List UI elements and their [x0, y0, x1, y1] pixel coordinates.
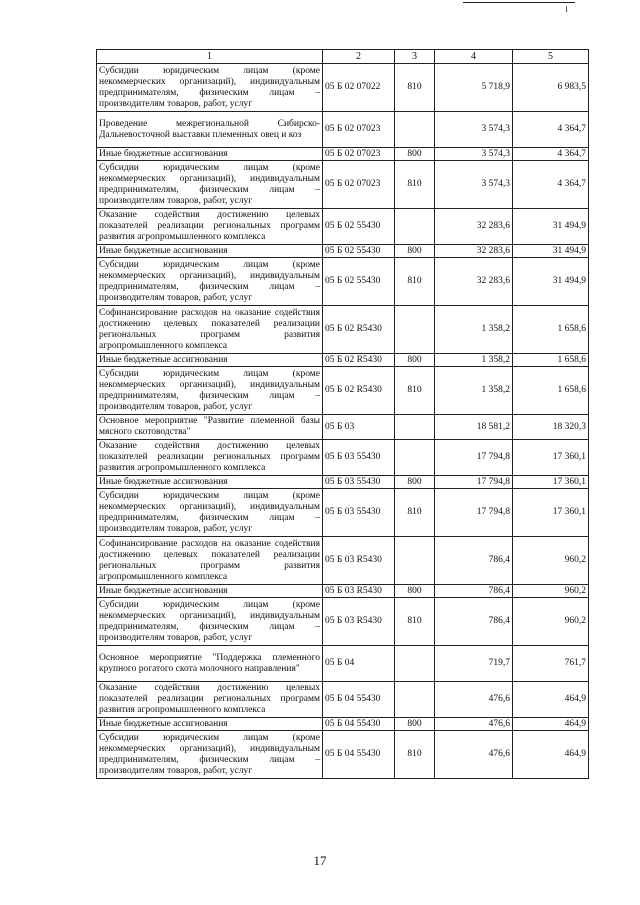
table-row	[97, 489, 589, 537]
cell-name: Иные бюджетные ассигнования	[97, 718, 323, 731]
cell-value-5: 4 364,7	[513, 112, 589, 148]
cell-value-4: 786,4	[435, 598, 513, 646]
cell-type: 800	[395, 148, 435, 161]
cell-value-4: 476,6	[435, 718, 513, 731]
cell-code: 05 Б 03 55430	[323, 476, 395, 489]
cell-value-4: 1 358,2	[435, 367, 513, 415]
table-header-row	[97, 50, 589, 64]
cell-code: 05 Б 02 55430	[323, 258, 395, 306]
top-tick-mark	[566, 6, 567, 12]
cell-name: Проведение межрегиональной Сибирско-Дальневосточной выставки племенных овец и коз	[97, 112, 323, 148]
cell-code: 05 Б 03 R5430	[323, 537, 395, 585]
cell-value-5: 31 494,9	[513, 245, 589, 258]
cell-code: 05 Б 04	[323, 646, 395, 682]
table-row	[97, 682, 589, 718]
cell-code: 05 Б 02 07023	[323, 148, 395, 161]
cell-value-4: 32 283,6	[435, 209, 513, 245]
cell-name: Основное мероприятие "Поддержка племенного крупного рогатого скота молочного направления"	[97, 646, 323, 682]
cell-type: 800	[395, 718, 435, 731]
table-row	[97, 598, 589, 646]
table-body	[97, 50, 589, 779]
cell-value-5: 17 360,1	[513, 440, 589, 476]
cell-value-5: 31 494,9	[513, 258, 589, 306]
cell-value-5: 17 360,1	[513, 489, 589, 537]
cell-value-5: 464,9	[513, 718, 589, 731]
cell-type	[395, 537, 435, 585]
cell-value-4: 17 794,8	[435, 476, 513, 489]
cell-value-5: 960,2	[513, 598, 589, 646]
cell-type: 810	[395, 489, 435, 537]
cell-type	[395, 682, 435, 718]
cell-type: 810	[395, 258, 435, 306]
header-col-1: 1	[97, 50, 323, 64]
cell-value-5: 17 360,1	[513, 476, 589, 489]
page-number: 17	[313, 853, 327, 868]
cell-value-5: 31 494,9	[513, 209, 589, 245]
cell-type: 810	[395, 367, 435, 415]
cell-name: Софинансирование расходов на оказание содействия достижению целевых показателей реализации региональных программ развития агропромышленного комплекса	[97, 306, 323, 354]
budget-table	[96, 49, 589, 779]
header-col-5: 5	[513, 50, 589, 64]
cell-value-4: 786,4	[435, 585, 513, 598]
table-row	[97, 112, 589, 148]
header-col-2: 2	[323, 50, 395, 64]
cell-code: 05 Б 02 R5430	[323, 367, 395, 415]
cell-value-4: 786,4	[435, 537, 513, 585]
cell-value-5: 761,7	[513, 646, 589, 682]
cell-value-4: 1 358,2	[435, 354, 513, 367]
cell-name: Субсидии юридическим лицам (кроме некоммерческих организаций), индивидуальным предпринимателям, физическим лицам – производителям товаров, работ, услуг	[97, 258, 323, 306]
table-row	[97, 245, 589, 258]
cell-name: Иные бюджетные ассигнования	[97, 585, 323, 598]
cell-type: 800	[395, 354, 435, 367]
cell-code: 05 Б 03 55430	[323, 489, 395, 537]
cell-code: 05 Б 03 R5430	[323, 585, 395, 598]
cell-name: Субсидии юридическим лицам (кроме некоммерческих организаций), индивидуальным предпринимателям, физическим лицам – производителям товаров, работ, услуг	[97, 598, 323, 646]
cell-value-5: 960,2	[513, 537, 589, 585]
table-row	[97, 306, 589, 354]
cell-value-4: 18 581,2	[435, 415, 513, 440]
cell-value-5: 4 364,7	[513, 148, 589, 161]
cell-value-5: 6 983,5	[513, 64, 589, 112]
cell-name: Оказание содействия достижению целевых показателей реализации региональных программ развития агропромышленного комплекса	[97, 440, 323, 476]
cell-code: 05 Б 03	[323, 415, 395, 440]
cell-type: 800	[395, 585, 435, 598]
table-row	[97, 148, 589, 161]
table-row	[97, 161, 589, 209]
table-row	[97, 258, 589, 306]
header-col-4: 4	[435, 50, 513, 64]
cell-name: Субсидии юридическим лицам (кроме некоммерческих организаций), индивидуальным предпринимателям, физическим лицам – производителям товаров, работ, услуг	[97, 161, 323, 209]
cell-value-4: 32 283,6	[435, 258, 513, 306]
table-row	[97, 209, 589, 245]
table-row	[97, 64, 589, 112]
cell-name: Субсидии юридическим лицам (кроме некоммерческих организаций), индивидуальным предпринимателям, физическим лицам – производителям товаров, работ, услуг	[97, 489, 323, 537]
cell-value-5: 464,9	[513, 682, 589, 718]
cell-value-4: 5 718,9	[435, 64, 513, 112]
table-row	[97, 585, 589, 598]
table-row	[97, 476, 589, 489]
cell-code: 05 Б 02 07023	[323, 112, 395, 148]
cell-name: Иные бюджетные ассигнования	[97, 148, 323, 161]
cell-code: 05 Б 04 55430	[323, 682, 395, 718]
cell-type: 810	[395, 731, 435, 779]
cell-value-5: 464,9	[513, 731, 589, 779]
cell-name: Субсидии юридическим лицам (кроме некоммерческих организаций), индивидуальным предпринимателям, физическим лицам – производителям товаров, работ, услуг	[97, 64, 323, 112]
cell-code: 05 Б 02 55430	[323, 245, 395, 258]
cell-value-4: 17 794,8	[435, 440, 513, 476]
cell-code: 05 Б 02 07022	[323, 64, 395, 112]
cell-name: Иные бюджетные ассигнования	[97, 476, 323, 489]
cell-code: 05 Б 03 R5430	[323, 598, 395, 646]
cell-name: Оказание содействия достижению целевых показателей реализации региональных программ развития агропромышленного комплекса	[97, 682, 323, 718]
cell-type	[395, 112, 435, 148]
table-row	[97, 731, 589, 779]
cell-code: 05 Б 02 07023	[323, 161, 395, 209]
cell-type: 810	[395, 598, 435, 646]
cell-name: Субсидии юридическим лицам (кроме некоммерческих организаций), индивидуальным предпринимателям, физическим лицам – производителям товаров, работ, услуг	[97, 731, 323, 779]
cell-code: 05 Б 02 R5430	[323, 354, 395, 367]
cell-value-4: 1 358,2	[435, 306, 513, 354]
cell-value-5: 1 658,6	[513, 354, 589, 367]
cell-type	[395, 306, 435, 354]
table-row	[97, 354, 589, 367]
cell-type	[395, 415, 435, 440]
cell-code: 05 Б 04 55430	[323, 731, 395, 779]
cell-name: Оказание содействия достижению целевых показателей реализации региональных программ развития агропромышленного комплекса	[97, 209, 323, 245]
cell-value-4: 17 794,8	[435, 489, 513, 537]
cell-name: Софинансирование расходов на оказание содействия достижению целевых показателей реализации региональных программ развития агропромышленного комплекса	[97, 537, 323, 585]
cell-value-4: 3 574,3	[435, 148, 513, 161]
cell-value-5: 960,2	[513, 585, 589, 598]
cell-value-5: 4 364,7	[513, 161, 589, 209]
cell-value-4: 32 283,6	[435, 245, 513, 258]
table-row	[97, 440, 589, 476]
cell-value-4: 476,6	[435, 682, 513, 718]
cell-type: 810	[395, 64, 435, 112]
table-row	[97, 718, 589, 731]
cell-code: 05 Б 04 55430	[323, 718, 395, 731]
cell-type: 800	[395, 476, 435, 489]
cell-type	[395, 440, 435, 476]
cell-value-4: 3 574,3	[435, 161, 513, 209]
cell-type	[395, 646, 435, 682]
cell-type: 810	[395, 161, 435, 209]
cell-value-5: 1 658,6	[513, 306, 589, 354]
cell-type: 800	[395, 245, 435, 258]
cell-name: Субсидии юридическим лицам (кроме некоммерческих организаций), индивидуальным предпринимателям, физическим лицам – производителям товаров, работ, услуг	[97, 367, 323, 415]
cell-value-4: 719,7	[435, 646, 513, 682]
cell-value-5: 1 658,6	[513, 367, 589, 415]
table-row	[97, 646, 589, 682]
cell-value-5: 18 320,3	[513, 415, 589, 440]
cell-code: 05 Б 02 R5430	[323, 306, 395, 354]
cell-value-4: 476,6	[435, 731, 513, 779]
table-row	[97, 537, 589, 585]
table-row	[97, 415, 589, 440]
cell-name: Иные бюджетные ассигнования	[97, 245, 323, 258]
table-row	[97, 367, 589, 415]
cell-code: 05 Б 02 55430	[323, 209, 395, 245]
cell-name: Иные бюджетные ассигнования	[97, 354, 323, 367]
cell-code: 05 Б 03 55430	[323, 440, 395, 476]
top-rule	[463, 2, 575, 3]
header-col-3: 3	[395, 50, 435, 64]
cell-value-4: 3 574,3	[435, 112, 513, 148]
cell-name: Основное мероприятие "Развитие племенной базы мясного скотоводства"	[97, 415, 323, 440]
cell-type	[395, 209, 435, 245]
